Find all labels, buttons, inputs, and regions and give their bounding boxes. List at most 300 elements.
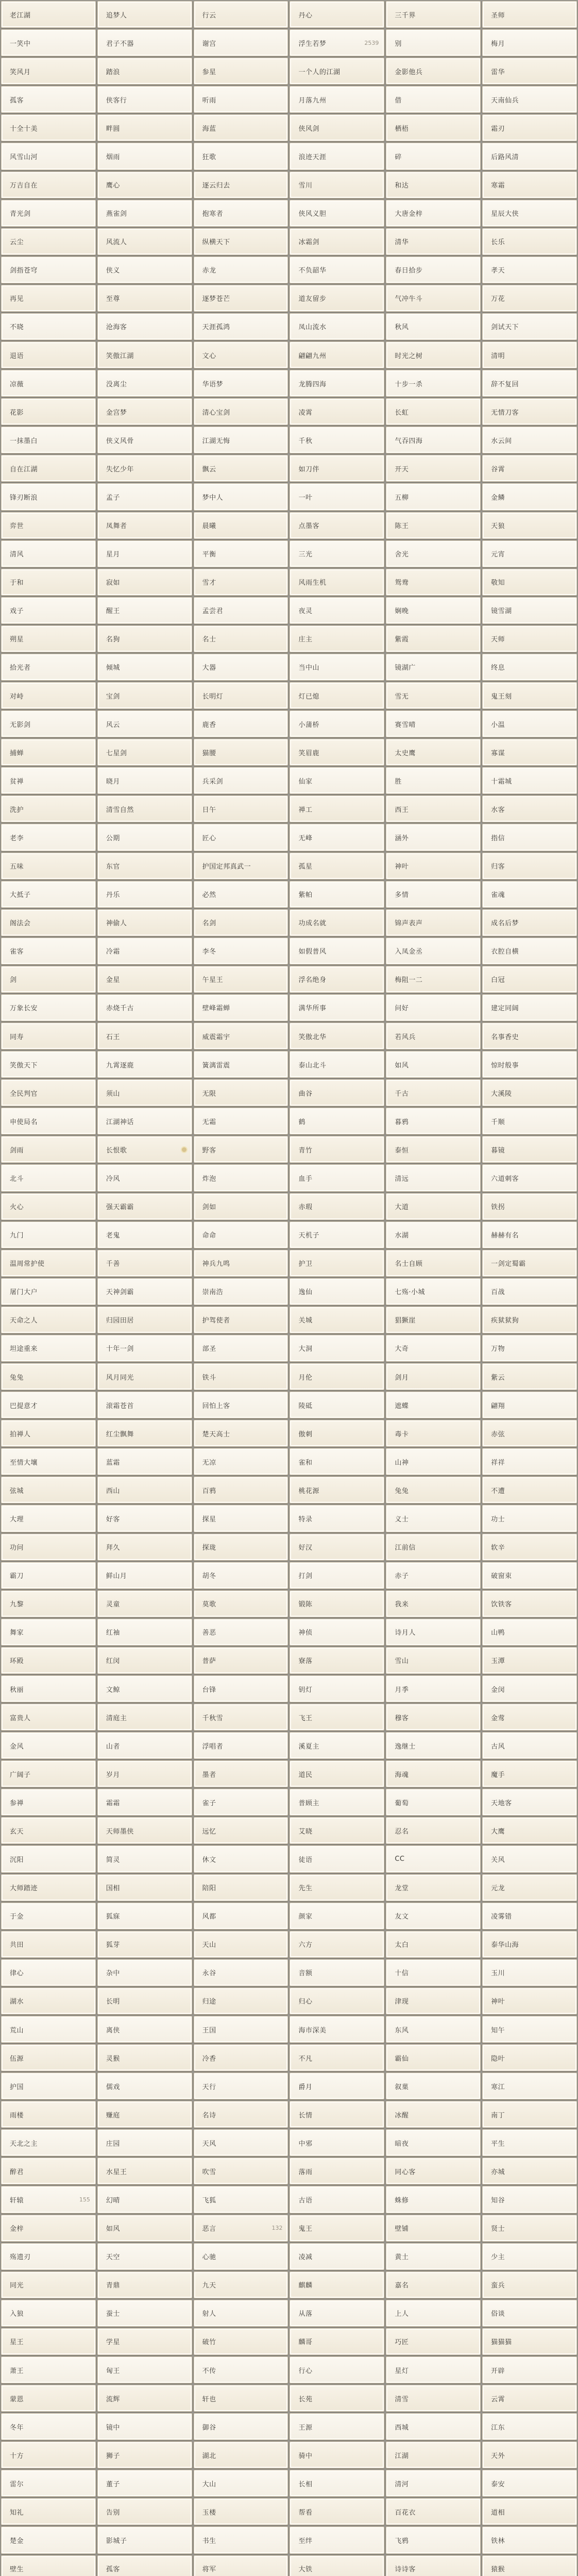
name-tile[interactable] xyxy=(290,86,384,113)
name-tile[interactable] xyxy=(386,2385,481,2412)
name-tile[interactable] xyxy=(290,1959,384,1986)
name-tile[interactable] xyxy=(386,2073,481,2099)
name-tile[interactable] xyxy=(482,853,577,879)
name-tile[interactable] xyxy=(194,58,288,84)
name-tile[interactable] xyxy=(1,2044,96,2071)
name-tile[interactable] xyxy=(1,1903,96,1929)
name-tile[interactable] xyxy=(386,1903,481,1929)
name-tile[interactable] xyxy=(97,2300,192,2327)
name-tile[interactable] xyxy=(97,2016,192,2043)
name-tile[interactable] xyxy=(290,1704,384,1731)
name-tile[interactable] xyxy=(97,1222,192,1248)
name-tile[interactable] xyxy=(194,285,288,312)
name-tile[interactable] xyxy=(194,29,288,56)
name-tile[interactable] xyxy=(482,2300,577,2327)
name-tile[interactable] xyxy=(97,795,192,822)
name-tile[interactable] xyxy=(194,1477,288,1503)
name-tile[interactable] xyxy=(97,2357,192,2383)
name-tile[interactable] xyxy=(482,427,577,453)
name-tile[interactable] xyxy=(386,1760,481,1787)
name-tile[interactable] xyxy=(97,1817,192,1844)
name-tile[interactable] xyxy=(482,1789,577,1816)
name-tile[interactable] xyxy=(1,1817,96,1844)
name-tile[interactable] xyxy=(482,1931,577,1958)
name-tile[interactable] xyxy=(1,143,96,170)
name-tile[interactable] xyxy=(290,2328,384,2355)
name-tile[interactable] xyxy=(97,654,192,681)
name-tile[interactable] xyxy=(194,483,288,510)
name-tile[interactable] xyxy=(386,2357,481,2383)
name-tile[interactable] xyxy=(1,2385,96,2412)
name-tile[interactable] xyxy=(1,1079,96,1106)
name-tile[interactable] xyxy=(194,2129,288,2156)
name-tile[interactable] xyxy=(386,1845,481,1872)
name-tile[interactable] xyxy=(1,994,96,1021)
name-tile[interactable] xyxy=(97,455,192,482)
name-tile[interactable] xyxy=(97,540,192,567)
name-tile[interactable] xyxy=(482,1760,577,1787)
name-tile[interactable] xyxy=(194,2527,288,2553)
name-tile[interactable] xyxy=(290,1760,384,1787)
name-tile[interactable] xyxy=(194,1903,288,1929)
name-tile[interactable] xyxy=(386,1420,481,1447)
name-tile[interactable] xyxy=(194,1108,288,1134)
name-tile[interactable] xyxy=(194,1647,288,1674)
name-tile[interactable] xyxy=(290,2243,384,2270)
name-tile[interactable] xyxy=(386,1988,481,2014)
name-tile[interactable] xyxy=(482,2442,577,2468)
name-tile[interactable] xyxy=(290,540,384,567)
name-tile[interactable] xyxy=(97,938,192,964)
name-tile[interactable] xyxy=(194,540,288,567)
name-tile[interactable] xyxy=(482,569,577,596)
name-tile[interactable] xyxy=(290,1023,384,1049)
name-tile[interactable] xyxy=(97,1477,192,1503)
name-tile[interactable] xyxy=(97,1704,192,1731)
name-tile[interactable] xyxy=(1,2215,96,2242)
name-tile[interactable] xyxy=(1,2129,96,2156)
name-tile[interactable] xyxy=(194,1505,288,1532)
name-tile[interactable] xyxy=(194,938,288,964)
name-tile[interactable] xyxy=(386,2186,481,2213)
name-tile[interactable] xyxy=(194,881,288,908)
name-tile[interactable] xyxy=(386,597,481,624)
name-tile[interactable] xyxy=(1,1307,96,1333)
name-tile[interactable] xyxy=(386,1222,481,1248)
name-tile[interactable] xyxy=(386,1193,481,1220)
name-tile[interactable] xyxy=(97,2243,192,2270)
name-tile[interactable] xyxy=(386,1392,481,1418)
name-tile[interactable] xyxy=(97,1959,192,1986)
name-tile[interactable] xyxy=(290,1250,384,1277)
name-tile[interactable] xyxy=(290,1675,384,1702)
name-tile[interactable] xyxy=(97,86,192,113)
name-tile[interactable] xyxy=(1,1732,96,1759)
name-tile[interactable] xyxy=(290,1278,384,1305)
name-tile[interactable] xyxy=(97,2498,192,2525)
name-tile[interactable] xyxy=(482,1023,577,1049)
name-tile[interactable] xyxy=(290,1,384,28)
name-tile[interactable] xyxy=(290,398,384,425)
name-tile[interactable] xyxy=(97,1079,192,1106)
name-tile[interactable] xyxy=(482,2470,577,2497)
name-tile[interactable] xyxy=(97,994,192,1021)
name-tile[interactable] xyxy=(1,966,96,993)
name-tile[interactable] xyxy=(194,2044,288,2071)
name-tile[interactable] xyxy=(194,1760,288,1787)
name-tile[interactable] xyxy=(386,682,481,709)
name-tile[interactable] xyxy=(97,710,192,737)
name-tile[interactable] xyxy=(194,824,288,851)
name-tile[interactable] xyxy=(482,398,577,425)
name-tile[interactable] xyxy=(97,200,192,227)
name-tile[interactable] xyxy=(97,1335,192,1362)
name-tile[interactable] xyxy=(482,682,577,709)
name-tile[interactable] xyxy=(290,313,384,340)
name-tile[interactable] xyxy=(97,2413,192,2440)
name-tile[interactable] xyxy=(1,540,96,567)
name-tile[interactable] xyxy=(1,1590,96,1617)
name-tile[interactable] xyxy=(97,1307,192,1333)
name-tile[interactable] xyxy=(386,313,481,340)
name-tile[interactable] xyxy=(386,2413,481,2440)
name-tile[interactable] xyxy=(194,853,288,879)
name-tile[interactable] xyxy=(97,1903,192,1929)
name-tile[interactable] xyxy=(290,625,384,652)
name-tile[interactable] xyxy=(97,1420,192,1447)
name-tile[interactable] xyxy=(194,2498,288,2525)
name-tile[interactable] xyxy=(386,909,481,936)
name-tile[interactable] xyxy=(1,172,96,198)
name-tile[interactable] xyxy=(290,1136,384,1163)
name-tile[interactable] xyxy=(482,1079,577,1106)
name-tile[interactable] xyxy=(97,1392,192,1418)
name-tile[interactable] xyxy=(194,909,288,936)
name-tile[interactable] xyxy=(1,1675,96,1702)
name-tile[interactable] xyxy=(290,881,384,908)
name-tile[interactable] xyxy=(482,540,577,567)
name-tile[interactable] xyxy=(194,114,288,141)
name-tile[interactable] xyxy=(97,1363,192,1390)
name-tile[interactable] xyxy=(482,1845,577,1872)
name-tile[interactable] xyxy=(386,1335,481,1362)
name-tile[interactable] xyxy=(194,427,288,453)
name-tile[interactable] xyxy=(97,2158,192,2184)
name-tile[interactable] xyxy=(386,1647,481,1674)
name-tile[interactable] xyxy=(97,2272,192,2298)
name-tile[interactable] xyxy=(194,86,288,113)
name-tile[interactable] xyxy=(290,2101,384,2128)
name-tile[interactable] xyxy=(482,1051,577,1078)
name-tile[interactable] xyxy=(97,512,192,539)
name-tile[interactable] xyxy=(1,1193,96,1220)
name-tile[interactable] xyxy=(386,1959,481,1986)
name-tile[interactable] xyxy=(1,1335,96,1362)
name-tile[interactable] xyxy=(97,824,192,851)
name-tile[interactable] xyxy=(386,1477,481,1503)
name-tile[interactable] xyxy=(290,143,384,170)
name-tile[interactable] xyxy=(482,2413,577,2440)
name-tile[interactable] xyxy=(97,2186,192,2213)
name-tile[interactable] xyxy=(194,512,288,539)
name-tile[interactable] xyxy=(290,2186,384,2213)
name-tile[interactable] xyxy=(97,682,192,709)
name-tile[interactable] xyxy=(97,1874,192,1901)
name-tile[interactable] xyxy=(194,455,288,482)
name-tile[interactable] xyxy=(194,2385,288,2412)
name-tile[interactable] xyxy=(1,257,96,283)
name-tile[interactable] xyxy=(1,2016,96,2043)
name-tile[interactable] xyxy=(1,1845,96,1872)
name-tile[interactable] xyxy=(194,1619,288,1646)
name-tile[interactable] xyxy=(386,1079,481,1106)
name-tile[interactable] xyxy=(194,1420,288,1447)
name-tile[interactable] xyxy=(482,1817,577,1844)
name-tile[interactable] xyxy=(97,1448,192,1475)
name-tile[interactable] xyxy=(482,1307,577,1333)
name-tile[interactable] xyxy=(97,398,192,425)
name-tile[interactable] xyxy=(290,455,384,482)
name-tile[interactable] xyxy=(1,767,96,794)
name-tile[interactable] xyxy=(386,1505,481,1532)
name-tile[interactable] xyxy=(482,1363,577,1390)
name-tile[interactable] xyxy=(386,1108,481,1134)
name-tile[interactable] xyxy=(290,2357,384,2383)
name-tile[interactable] xyxy=(482,1959,577,1986)
name-tile[interactable] xyxy=(1,909,96,936)
name-tile[interactable] xyxy=(1,1988,96,2014)
name-tile[interactable] xyxy=(482,1335,577,1362)
name-tile[interactable] xyxy=(194,2158,288,2184)
name-tile[interactable] xyxy=(386,2328,481,2355)
name-tile[interactable] xyxy=(386,200,481,227)
name-tile[interactable] xyxy=(386,881,481,908)
name-tile[interactable] xyxy=(386,1704,481,1731)
name-tile[interactable] xyxy=(97,909,192,936)
name-tile[interactable] xyxy=(386,398,481,425)
name-tile[interactable] xyxy=(194,2413,288,2440)
name-tile[interactable] xyxy=(97,767,192,794)
name-tile[interactable] xyxy=(194,257,288,283)
name-tile[interactable] xyxy=(482,1448,577,1475)
name-tile[interactable] xyxy=(482,370,577,397)
name-tile[interactable] xyxy=(97,2044,192,2071)
name-tile[interactable] xyxy=(194,1789,288,1816)
name-tile[interactable] xyxy=(386,2101,481,2128)
name-tile[interactable] xyxy=(1,398,96,425)
name-tile[interactable] xyxy=(482,767,577,794)
name-tile[interactable] xyxy=(386,2555,481,2576)
name-tile[interactable] xyxy=(482,1392,577,1418)
name-tile[interactable] xyxy=(1,370,96,397)
name-tile[interactable] xyxy=(386,228,481,255)
name-tile[interactable] xyxy=(1,2158,96,2184)
name-tile[interactable] xyxy=(290,767,384,794)
name-tile[interactable] xyxy=(97,1562,192,1589)
name-tile[interactable] xyxy=(386,1278,481,1305)
name-tile[interactable] xyxy=(1,1874,96,1901)
name-tile[interactable] xyxy=(290,2158,384,2184)
name-tile[interactable] xyxy=(194,1,288,28)
name-tile[interactable] xyxy=(97,2442,192,2468)
name-tile[interactable] xyxy=(290,2129,384,2156)
name-tile[interactable] xyxy=(290,1420,384,1447)
name-tile[interactable] xyxy=(194,2073,288,2099)
name-tile[interactable] xyxy=(482,1562,577,1589)
name-tile[interactable] xyxy=(386,1023,481,1049)
name-tile[interactable] xyxy=(194,710,288,737)
name-tile[interactable] xyxy=(194,1307,288,1333)
name-tile[interactable] xyxy=(194,1732,288,1759)
name-tile[interactable] xyxy=(482,2101,577,2128)
name-tile[interactable] xyxy=(1,1051,96,1078)
name-tile[interactable] xyxy=(386,1164,481,1191)
name-tile[interactable] xyxy=(290,58,384,84)
name-tile[interactable] xyxy=(194,1222,288,1248)
name-tile[interactable] xyxy=(482,1136,577,1163)
name-tile[interactable] xyxy=(482,909,577,936)
name-tile[interactable] xyxy=(1,1959,96,1986)
name-tile[interactable] xyxy=(97,1505,192,1532)
name-tile[interactable] xyxy=(386,540,481,567)
name-tile[interactable] xyxy=(1,2527,96,2553)
name-tile[interactable] xyxy=(97,739,192,766)
name-tile[interactable] xyxy=(386,2498,481,2525)
name-tile[interactable] xyxy=(1,1647,96,1674)
name-tile[interactable] xyxy=(194,1392,288,1418)
name-tile[interactable] xyxy=(1,1,96,28)
name-tile[interactable] xyxy=(97,2215,192,2242)
name-tile[interactable] xyxy=(1,455,96,482)
name-tile[interactable] xyxy=(386,58,481,84)
name-tile[interactable] xyxy=(482,881,577,908)
name-tile[interactable] xyxy=(97,1619,192,1646)
name-tile[interactable] xyxy=(194,597,288,624)
name-tile[interactable] xyxy=(290,1108,384,1134)
name-tile[interactable] xyxy=(482,739,577,766)
name-tile[interactable] xyxy=(386,824,481,851)
name-tile[interactable] xyxy=(482,2215,577,2242)
name-tile[interactable] xyxy=(194,1817,288,1844)
name-tile[interactable] xyxy=(194,1704,288,1731)
name-tile[interactable] xyxy=(1,1789,96,1816)
name-tile[interactable] xyxy=(386,994,481,1021)
name-tile[interactable] xyxy=(290,654,384,681)
name-tile[interactable] xyxy=(1,114,96,141)
name-tile[interactable] xyxy=(290,342,384,368)
name-tile[interactable] xyxy=(194,1079,288,1106)
name-tile[interactable] xyxy=(194,143,288,170)
name-tile[interactable] xyxy=(97,569,192,596)
name-tile[interactable] xyxy=(290,2073,384,2099)
name-tile[interactable] xyxy=(482,1222,577,1248)
name-tile[interactable] xyxy=(1,2357,96,2383)
name-tile[interactable] xyxy=(97,114,192,141)
name-tile[interactable] xyxy=(194,682,288,709)
name-tile[interactable] xyxy=(482,2158,577,2184)
name-tile[interactable] xyxy=(386,285,481,312)
name-tile[interactable] xyxy=(1,1562,96,1589)
name-tile[interactable] xyxy=(290,172,384,198)
name-tile[interactable] xyxy=(482,1903,577,1929)
name-tile[interactable] xyxy=(194,1874,288,1901)
name-tile[interactable] xyxy=(482,29,577,56)
name-tile[interactable] xyxy=(386,1534,481,1561)
name-tile[interactable] xyxy=(290,682,384,709)
name-tile[interactable] xyxy=(1,682,96,709)
name-tile[interactable] xyxy=(194,2215,288,2242)
name-tile[interactable] xyxy=(482,795,577,822)
name-tile[interactable] xyxy=(290,1222,384,1248)
name-tile[interactable] xyxy=(482,1477,577,1503)
name-tile[interactable] xyxy=(97,2555,192,2576)
name-tile[interactable] xyxy=(1,200,96,227)
name-tile[interactable] xyxy=(290,2272,384,2298)
name-tile[interactable] xyxy=(482,2243,577,2270)
name-tile[interactable] xyxy=(1,853,96,879)
name-tile[interactable] xyxy=(1,1448,96,1475)
name-tile[interactable] xyxy=(386,427,481,453)
name-tile[interactable] xyxy=(482,1704,577,1731)
name-tile[interactable] xyxy=(194,2300,288,2327)
name-tile[interactable] xyxy=(386,2158,481,2184)
name-tile[interactable] xyxy=(97,2073,192,2099)
name-tile[interactable] xyxy=(1,1250,96,1277)
name-tile[interactable] xyxy=(290,1874,384,1901)
name-tile[interactable] xyxy=(290,1590,384,1617)
name-tile[interactable] xyxy=(97,1988,192,2014)
name-tile[interactable] xyxy=(482,710,577,737)
name-tile[interactable] xyxy=(482,342,577,368)
name-tile[interactable] xyxy=(194,994,288,1021)
name-tile[interactable] xyxy=(386,29,481,56)
name-tile[interactable] xyxy=(290,1193,384,1220)
name-tile[interactable] xyxy=(1,1164,96,1191)
name-tile[interactable] xyxy=(1,2470,96,2497)
name-tile[interactable] xyxy=(1,881,96,908)
name-tile[interactable] xyxy=(482,1732,577,1759)
name-tile[interactable] xyxy=(1,1534,96,1561)
name-tile[interactable] xyxy=(290,2300,384,2327)
name-tile[interactable] xyxy=(482,114,577,141)
name-tile[interactable] xyxy=(1,1363,96,1390)
name-tile[interactable] xyxy=(97,172,192,198)
name-tile[interactable] xyxy=(194,1959,288,1986)
name-tile[interactable] xyxy=(290,1789,384,1816)
name-tile[interactable] xyxy=(194,1051,288,1078)
name-tile[interactable] xyxy=(482,1590,577,1617)
name-tile[interactable] xyxy=(386,2272,481,2298)
name-tile[interactable] xyxy=(482,1250,577,1277)
name-tile[interactable] xyxy=(386,86,481,113)
name-tile[interactable] xyxy=(194,1448,288,1475)
name-tile[interactable] xyxy=(386,739,481,766)
name-tile[interactable] xyxy=(482,824,577,851)
name-tile[interactable] xyxy=(386,1562,481,1589)
name-tile[interactable] xyxy=(1,228,96,255)
name-tile[interactable] xyxy=(1,824,96,851)
name-tile[interactable] xyxy=(1,483,96,510)
name-tile[interactable] xyxy=(482,625,577,652)
name-tile[interactable] xyxy=(290,29,384,56)
name-tile[interactable] xyxy=(1,1619,96,1646)
name-tile[interactable] xyxy=(97,1760,192,1787)
name-tile[interactable] xyxy=(386,1590,481,1617)
name-tile[interactable] xyxy=(386,795,481,822)
name-tile[interactable] xyxy=(386,257,481,283)
name-tile[interactable] xyxy=(386,1732,481,1759)
name-tile[interactable] xyxy=(482,1420,577,1447)
